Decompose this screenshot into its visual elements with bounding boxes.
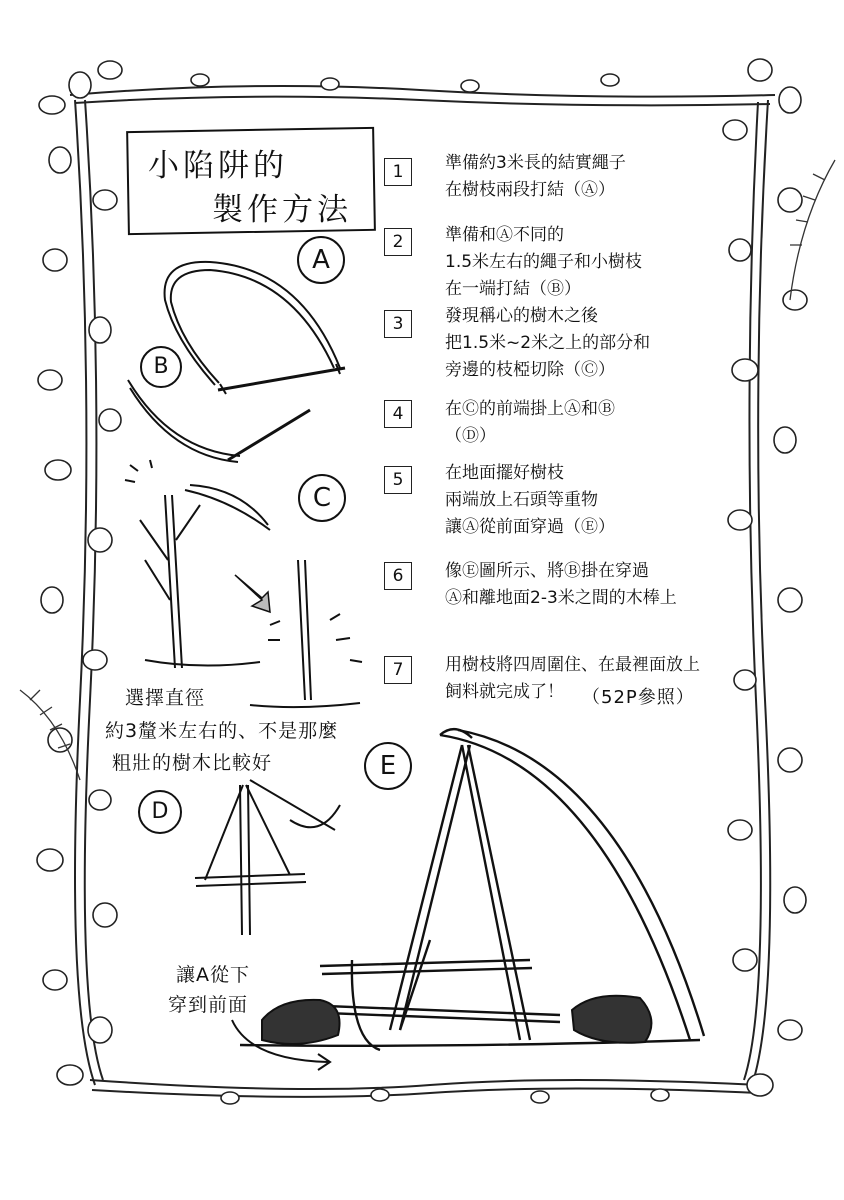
step-2-text: 準備和Ⓐ不同的 1.5米左右的繩子和小樹枝 在一端打結（Ⓑ） [445, 225, 643, 299]
page-title-line2: 製作方法 [212, 192, 352, 228]
rope-b-illustration [128, 380, 310, 462]
step-3-number: 3 [384, 310, 412, 338]
step-5-text: 在地面擺好樹枝 兩端放上石頭等重物 讓Ⓐ從前面穿過（Ⓔ） [445, 463, 615, 537]
label-a: A [297, 236, 345, 284]
step-1-number: 1 [384, 158, 412, 186]
step-2-number: 2 [384, 228, 412, 256]
step-4-text: 在Ⓒ的前端掛上Ⓐ和Ⓑ （Ⓓ） [445, 399, 615, 446]
rock-left [262, 1000, 340, 1044]
tree-note-line3: 粗壯的樹木比較好 [112, 752, 273, 774]
vine-leaves [37, 59, 807, 1104]
tree-note-line2: 約3釐米左右的、不是那麼 [105, 720, 339, 742]
step-7-text: 用樹枝將四周圍住、在最裡面放上 飼料就完成了！ [445, 655, 700, 702]
step-6-number: 6 [384, 562, 412, 590]
tree-note-line1: 選擇直徑 [125, 687, 206, 709]
step-6-text: 像Ⓔ圖所示、將Ⓑ掛在穿過 Ⓐ和離地面2-3米之間的木棒上 [445, 561, 677, 608]
reference-note: （52P參照） [582, 687, 695, 708]
label-b: B [140, 346, 182, 388]
step-4-number: 4 [384, 400, 412, 428]
step-5-number: 5 [384, 466, 412, 494]
label-e: E [364, 742, 412, 790]
rock-right [572, 996, 651, 1043]
arrow-note-line2: 穿到前面 [168, 994, 249, 1016]
arrow-c-icon [235, 575, 270, 612]
label-c: C [298, 474, 346, 522]
trap-d-illustration [195, 780, 340, 935]
step-7-number: 7 [384, 656, 412, 684]
page-title-line1: 小陷阱的 [148, 148, 288, 184]
step-3-text: 發現稱心的樹木之後 把1.5米~2米之上的部分和 旁邊的枝椏切除（Ⓒ） [445, 306, 651, 380]
label-d: D [138, 790, 182, 834]
step-1-text: 準備約3米長的結實繩子 在樹枝兩段打結（Ⓐ） [445, 153, 626, 200]
arrow-note-line1: 讓A從下 [176, 964, 250, 986]
